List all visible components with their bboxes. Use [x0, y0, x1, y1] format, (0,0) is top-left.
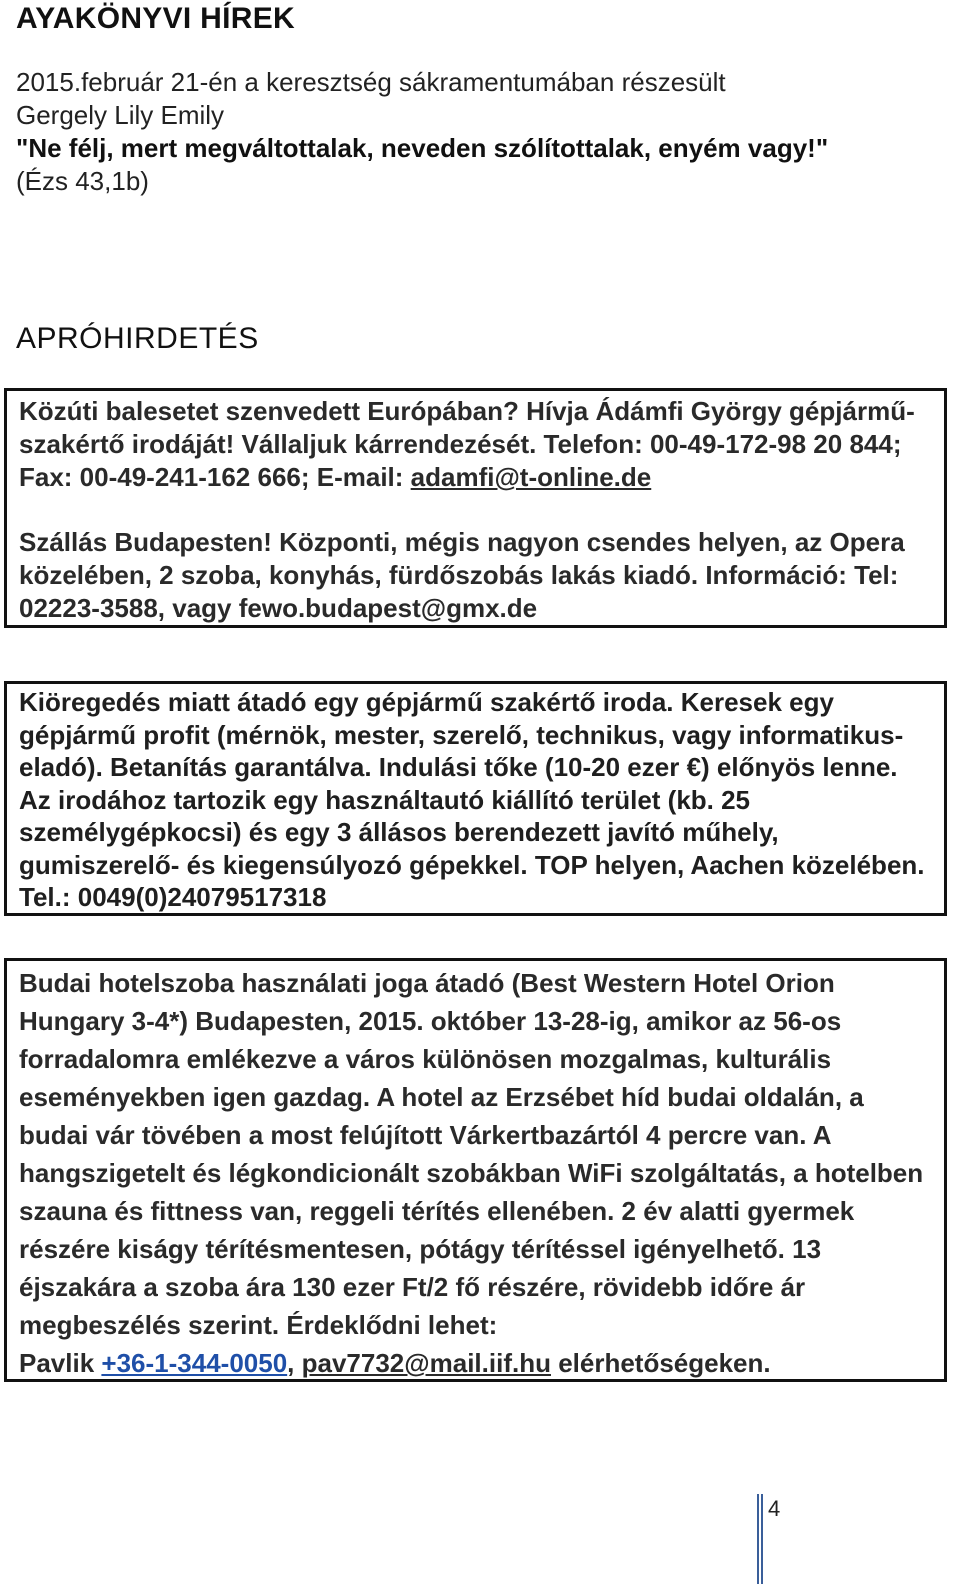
- classifieds-title: APRÓHIRDETÉS: [16, 322, 259, 355]
- registry-notice: [16, 66, 828, 198]
- classified-ad-hotel: [19, 964, 932, 1382]
- footer-double-rule: [757, 1494, 763, 1584]
- registry-line-reference: (Ézs 43,1b): [16, 166, 149, 196]
- ad-hotel-email-link[interactable]: pav7732@mail.iif.hu: [301, 1348, 551, 1378]
- ad-hotel-phone-link[interactable]: +36-1-344-0050: [101, 1348, 288, 1378]
- page-number: 4: [768, 1496, 781, 1521]
- classified-box-1: [4, 388, 947, 628]
- classified-box-3: [4, 958, 947, 1382]
- classified-box-2: [4, 681, 947, 916]
- classified-ad-accommodation: Szállás Budapesten! Központi, mégis nagyon csendes helyen, az Opera közelében, 2 szoba, konyhás, fürdőszobás lakás kiadó. Információ: Tel: 02223-3588, vagy fewo.budapest@gmx.de: [19, 527, 905, 623]
- classified-ad-office-sale: Kiöregedés miatt átadó egy gépjármű szakértő iroda. Keresek egy gépjármű profit (mérnök, mester, szerelő, technikus, vagy informatikus- eladó). Betanítás garantálva. Indulási tőke (10-20 ezer €) előnyös lenne. Az irodához tartozik egy használtautó kiállító terület (kb. 25 személygépkocsi) és egy 3 állásos berendezett javító műhely, gumiszerelő- és kiegensúlyozó gépekkel. TOP helyen, Aachen közelében. Tel.: 0049(0)24079517318: [19, 687, 925, 912]
- ad-hotel-suffix: elérhetőségeken.: [550, 1348, 771, 1378]
- ad-hotel-contact-prefix: Pavlik: [19, 1348, 102, 1378]
- ad-hotel-text: Budai hotelszoba használati joga átadó (Best Western Hotel Orion Hungary 3-4*) Budapesten, 2015. október 13-28-ig, amikor az 56-os forradalomra emlékezve a város különösen mozgalmas, kulturális eseményekben igen gazdag. A hotel az Erzsébet híd budai oldalán, a budai vár tövében a most felújított Várkertbazártól 4 percre van. A hangszigetelt és légkondicionált szobákban WiFi szolgáltatás, a hotelben szauna és fittness van, reggeli térítés ellenében. 2 év alatti gyermek részére kiságy térítésmentesen, pótágy térítéssel igényelhető. 13 éjszakára a szoba ára 130 ezer Ft/2 fő részére, rövidebb időre ár megbeszélés szerint. Érdeklődni lehet:: [19, 968, 924, 1340]
- registry-line-name: Gergely Lily Emily: [16, 100, 225, 130]
- registry-title: AYAKÖNYVI HÍREK: [16, 2, 296, 35]
- classified-ad-expert: [19, 395, 932, 494]
- registry-line-quote: "Ne félj, mert megváltottalak, neveden szólítottalak, enyém vagy!": [16, 133, 829, 163]
- ad-expert-text: Közúti balesetet szenvedett Európában? Hívja Ádámfi György gépjármű-szakértő irodáját! Vállaljuk kárrendezését. Telefon: 00-49-172-98 20 844; Fax: 00-49-241-162 666; E-mail:: [19, 396, 915, 492]
- ad-hotel-separator: ,: [287, 1348, 302, 1378]
- registry-line-date: 2015.február 21-én a keresztség sákramentumában részesült: [16, 67, 726, 97]
- ad-expert-email-link[interactable]: adamfi@t-online.de: [410, 462, 652, 492]
